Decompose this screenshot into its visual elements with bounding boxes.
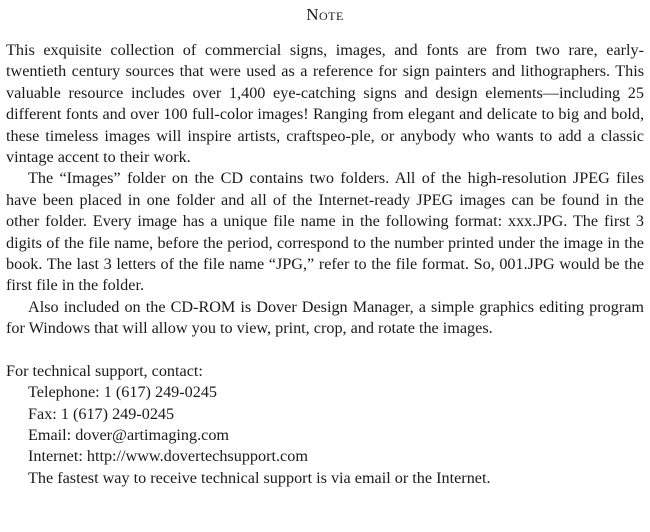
technical-support-block (6, 361, 644, 489)
support-internet: Internet: http://www.dovertechsupport.com (28, 447, 308, 466)
support-note: The fastest way to receive technical support is via email or the Internet. (28, 468, 491, 487)
intro-paragraph: This exquisite collection of commercial signs, images, and fonts are from two rare, early-twentieth century sources that were used as a reference for sign painters and lithographers. This valuable resource includes over 1,400 eye-catching signs and design elements—including 25 different fonts and over 100 full-color images! Ranging from elegant and delicate to big and bold, these timeless images will inspire artists, craftspeo-ple, or anybody who wants to add a classic vintage accent to their work. (6, 41, 644, 167)
support-heading: For technical support, contact: (6, 361, 203, 380)
support-fax: Fax: 1 (617) 249-0245 (28, 404, 175, 423)
support-telephone: Telephone: 1 (617) 249-0245 (28, 383, 218, 402)
support-email: Email: dover@artimaging.com (28, 425, 230, 444)
design-manager-paragraph: Also included on the CD-ROM is Dover Design Manager, a simple graphics editing program for Windows that will allow you to view, print, crop, and rotate the images. (6, 297, 644, 338)
images-folder-paragraph: The “Images” folder on the CD contains two folders. All of the high-resolution JPEG files have been placed in one folder and all of the Internet-ready JPEG images can be found in the other folder. Every image has a unique file name in the following format: xxx.JPG. The first 3 digits of the file name, before the period, correspond to the number printed under the image in the book. The last 3 letters of the file name “JPG,” refer to the file format. So, 001.JPG would be the first file in the folder. (6, 169, 644, 295)
page-title: Note (306, 5, 344, 24)
